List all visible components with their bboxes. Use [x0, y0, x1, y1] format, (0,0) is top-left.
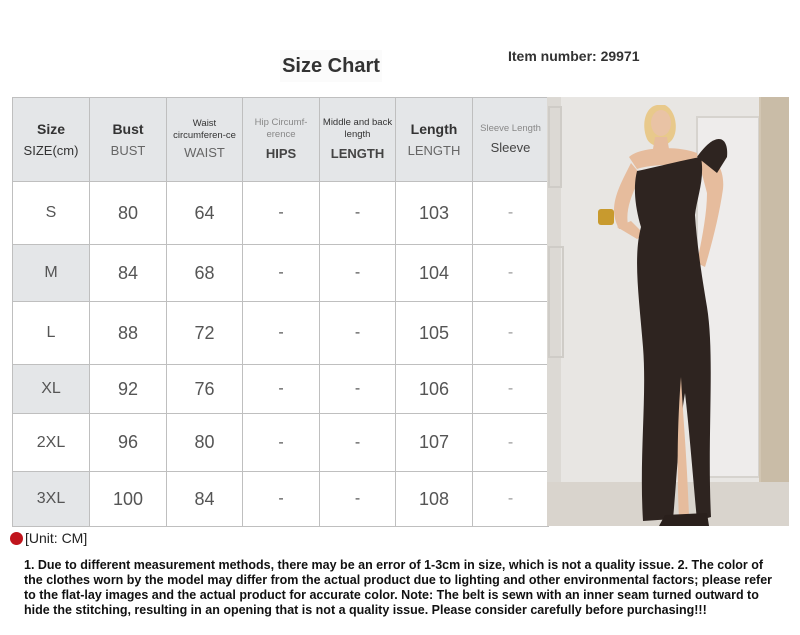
- length-cell: 103: [396, 182, 473, 245]
- bust-cell: 88: [90, 302, 167, 365]
- length-cell: 104: [396, 245, 473, 302]
- waist-cell: 72: [167, 302, 243, 365]
- unit-text: [Unit: CM]: [25, 530, 88, 546]
- size-cell: 2XL: [13, 414, 90, 472]
- header-sleeve: Sleeve Length Sleeve: [473, 98, 549, 182]
- header-waist: Waist circumferen-ce WAIST: [167, 98, 243, 182]
- back-length-cell: -: [320, 182, 396, 245]
- header-back-length: Middle and back length LENGTH: [320, 98, 396, 182]
- waist-cell: 76: [167, 365, 243, 414]
- header-size: Size SIZE(cm): [13, 98, 90, 182]
- sleeve-cell: -: [473, 302, 549, 365]
- bust-cell: 80: [90, 182, 167, 245]
- waist-cell: 64: [167, 182, 243, 245]
- hips-cell: -: [243, 472, 320, 527]
- header-hips: Hip Circumf-erence HIPS: [243, 98, 320, 182]
- disclaimer-note: 1. Due to different measurement methods, there may be an error of 1-3cm in size, which is not a quality issue. 2. The color of the clothes worn by the model may differ from the actual product due to lighting and other environmental factors; please refer to the flat-lay images and the actual product for accurate color. Note: The belt is sewn with an inner seam turned outward to hide the stitching, resulting in an opening that is not a quality issue. Please consider carefully before purchasing!!!: [24, 558, 773, 617]
- sleeve-cell: -: [473, 245, 549, 302]
- table-row: [13, 414, 549, 472]
- size-cell: 3XL: [13, 472, 90, 527]
- table-row: [13, 365, 549, 414]
- bullet-icon: [10, 532, 23, 545]
- length-cell: 106: [396, 365, 473, 414]
- bust-cell: 100: [90, 472, 167, 527]
- hips-cell: -: [243, 302, 320, 365]
- sleeve-cell: -: [473, 472, 549, 527]
- waist-cell: 84: [167, 472, 243, 527]
- header-bust: Bust BUST: [90, 98, 167, 182]
- sleeve-cell: -: [473, 365, 549, 414]
- size-cell: XL: [13, 365, 90, 414]
- header-length: Length LENGTH: [396, 98, 473, 182]
- model-illustration: [547, 97, 789, 526]
- length-cell: 107: [396, 414, 473, 472]
- table-row: [13, 245, 549, 302]
- length-cell: 105: [396, 302, 473, 365]
- hips-cell: -: [243, 365, 320, 414]
- hips-cell: -: [243, 245, 320, 302]
- page-title: Size Chart: [280, 50, 382, 82]
- back-length-cell: -: [320, 365, 396, 414]
- bust-cell: 92: [90, 365, 167, 414]
- table-row: [13, 472, 549, 527]
- sleeve-cell: -: [473, 182, 549, 245]
- hips-cell: -: [243, 414, 320, 472]
- back-length-cell: -: [320, 472, 396, 527]
- sleeve-cell: -: [473, 414, 549, 472]
- size-cell: M: [13, 245, 90, 302]
- unit-label: [10, 530, 87, 546]
- back-length-cell: -: [320, 414, 396, 472]
- size-cell: S: [13, 182, 90, 245]
- bust-cell: 84: [90, 245, 167, 302]
- bust-cell: 96: [90, 414, 167, 472]
- table-row: [13, 182, 549, 245]
- size-cell: L: [13, 302, 90, 365]
- table-row: [13, 302, 549, 365]
- waist-cell: 68: [167, 245, 243, 302]
- back-length-cell: -: [320, 245, 396, 302]
- hips-cell: -: [243, 182, 320, 245]
- item-number: Item number: 29971: [508, 48, 640, 64]
- waist-cell: 80: [167, 414, 243, 472]
- length-cell: 108: [396, 472, 473, 527]
- size-chart-table: [12, 97, 549, 527]
- table-header-row: [13, 98, 549, 182]
- back-length-cell: -: [320, 302, 396, 365]
- model-photo: [547, 97, 789, 526]
